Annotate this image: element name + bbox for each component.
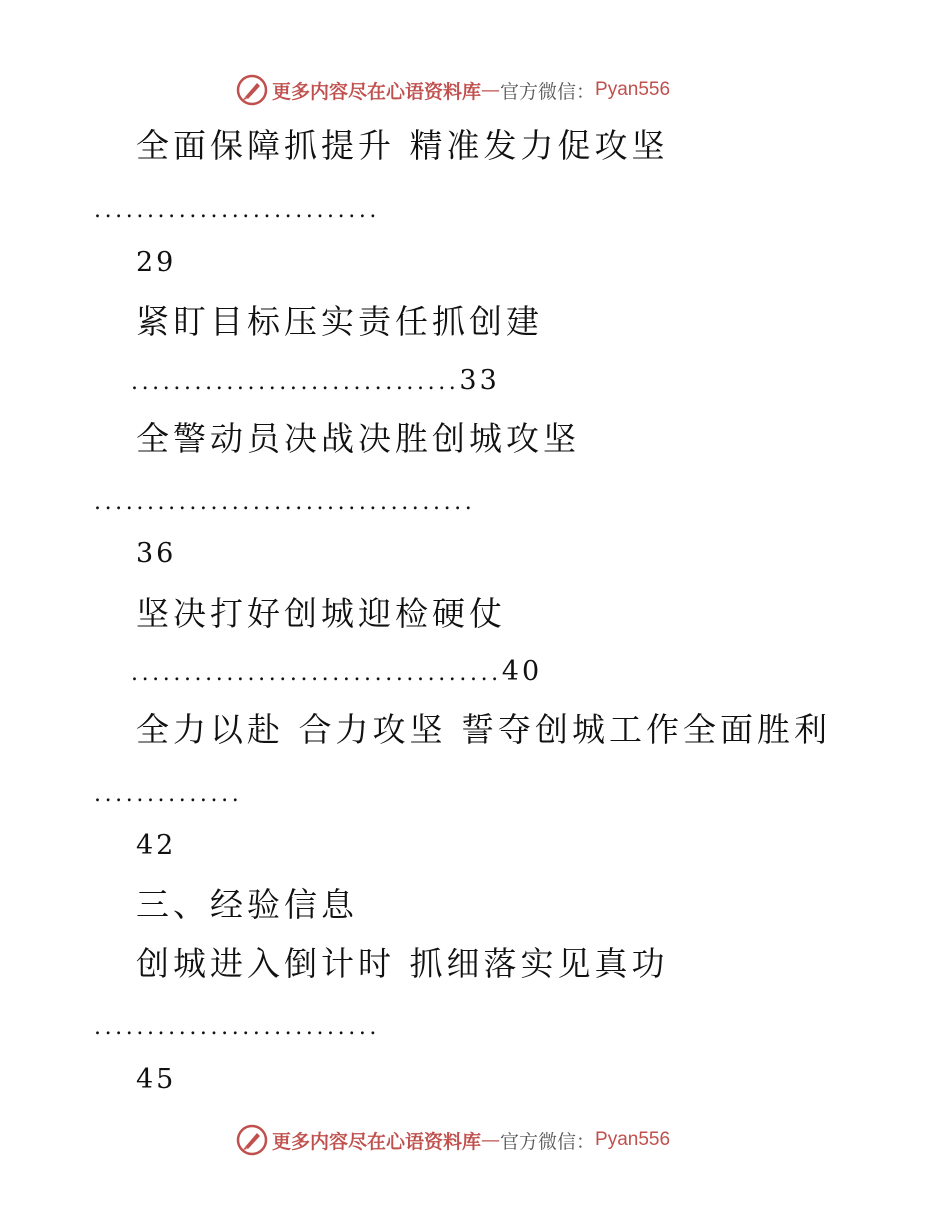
toc-entry-title: 全警动员决战决胜创城攻坚 (136, 419, 580, 458)
section-heading: 三、经验信息 (136, 885, 358, 924)
watermark-text: 更多内容尽在心语资料库 (272, 80, 482, 103)
toc-page-number: 36 (136, 538, 177, 569)
watermark-text: 更多内容尽在心语资料库 (272, 1130, 482, 1153)
watermark-label: 官方微信： (500, 1130, 596, 1153)
toc-leader-dots: ........................... (94, 198, 381, 223)
toc-leader-line (131, 657, 542, 689)
watermark-dash: — (481, 1129, 501, 1151)
watermark-account: Pyan556 (595, 79, 671, 100)
toc-page-number: 33 (459, 365, 500, 396)
toc-leader-dots: .................................... (94, 490, 476, 515)
toc-leader-dots: ........................... (94, 1015, 381, 1040)
toc-entry-title: 紧盯目标压实责任抓创建 (136, 302, 543, 341)
toc-leader-dots: .............. (94, 782, 243, 807)
watermark-dash: — (481, 79, 501, 101)
toc-leader-dots: ................................... (131, 661, 502, 686)
watermark-banner-top (236, 73, 670, 107)
watermark-label: 官方微信： (500, 80, 596, 103)
quill-logo-icon (236, 1124, 268, 1156)
watermark-banner-bottom (236, 1123, 670, 1157)
watermark-account: Pyan556 (595, 1129, 671, 1150)
toc-page-number: 42 (136, 830, 177, 861)
toc-entry-title: 创城进入倒计时 抓细落实见真功 (136, 944, 669, 983)
toc-page-number: 29 (136, 247, 177, 278)
toc-entry-title: 全面保障抓提升 精准发力促攻坚 (136, 126, 669, 165)
toc-leader-dots: ............................... (131, 370, 460, 395)
quill-logo-icon (236, 74, 268, 106)
toc-entry-title: 全力以赴 合力攻坚 誓夺创城工作全面胜利 (136, 710, 831, 749)
toc-page-number: 40 (501, 656, 543, 687)
toc-page-number: 45 (136, 1064, 177, 1095)
toc-entry-title: 坚决打好创城迎检硬仗 (136, 594, 506, 633)
toc-leader-line (131, 366, 500, 398)
